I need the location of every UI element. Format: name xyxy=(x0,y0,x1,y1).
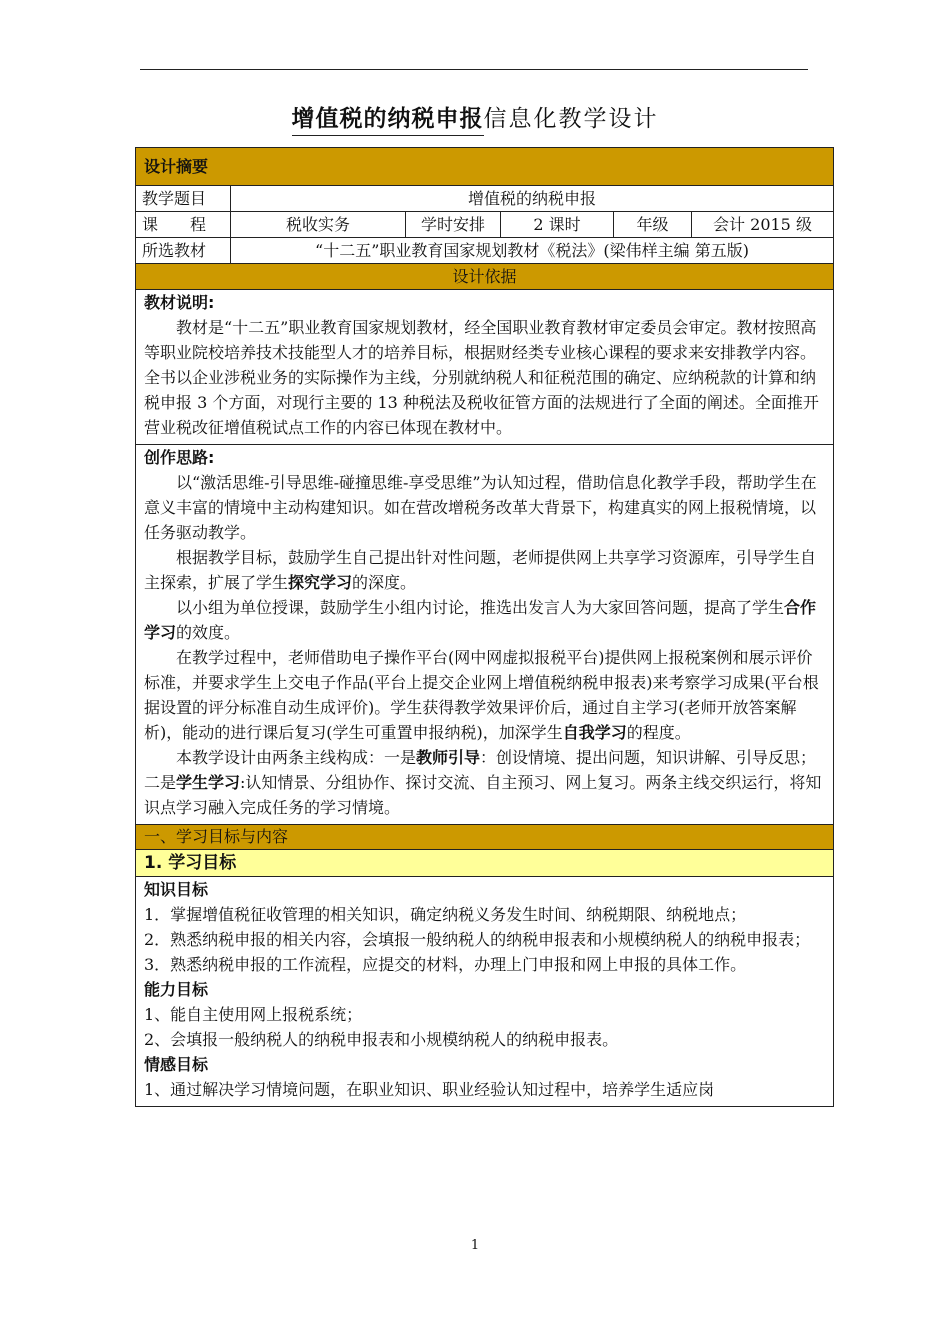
title-bold: 增值税的纳税申报 xyxy=(292,106,484,136)
basis-header: 设计依据 xyxy=(136,264,833,290)
topic-label: 教学题目 xyxy=(136,186,231,211)
grade-label: 年级 xyxy=(614,212,692,237)
page-title xyxy=(0,100,950,133)
page-number: 1 xyxy=(470,1238,480,1253)
grade-value: 会计 2015 级 xyxy=(713,215,812,234)
row-topic xyxy=(136,186,833,212)
ability-item: 1、能自主使用网上报税系统； xyxy=(144,1005,363,1024)
idea-p4-text: 在教学过程中，老师借助电子操作平台(网中网虚拟报税平台)提供网上报税案例和展示评价标准，并要求学生上交电子作品(平台上提交企业网上增值税纳税申报表)来考察学习成果(平台根据设置的评分标准自动生成评价)。学生获得教学效果评价后，通过自主学习(老师开放答案解析)，能动的进行课后复习(学生可重置申报纳税)，加深学生 xyxy=(144,648,819,742)
idea-p4-emph: 自我学习 xyxy=(562,723,627,742)
row-textbook xyxy=(136,238,833,264)
design-table xyxy=(135,147,834,1107)
idea-p5-mid: ：创设情境、提出问题，知识讲解、引导反思；二是 xyxy=(144,748,817,792)
idea-p5-emph2: 学生学习 xyxy=(176,773,241,792)
idea-p3-tail: 的效度。 xyxy=(176,623,241,642)
summary-header: 设计摘要 xyxy=(136,148,833,186)
textbook-label: 所选教材 xyxy=(136,238,231,263)
idea-heading: 创作思路: xyxy=(144,448,215,467)
idea-p4 xyxy=(144,645,825,745)
idea-p4-tail: 的程度。 xyxy=(626,723,691,742)
idea-p2-tail: 的深度。 xyxy=(352,573,417,592)
hours-value: 2 课时 xyxy=(501,212,614,237)
section-goals-content: 一、学习目标与内容 xyxy=(136,825,833,850)
emotion-heading: 情感目标 xyxy=(144,1055,209,1074)
textbook-value: “十二五”职业教育国家规划教材《税法》(梁伟样主编 第五版) xyxy=(315,241,749,260)
knowledge-item: 2．熟悉纳税申报的相关内容，会填报一般纳税人的纳税申报表和小规模纳税人的纳税申报表； xyxy=(144,930,811,949)
idea-p5-emph1: 教师引导 xyxy=(416,748,481,767)
header-rule xyxy=(140,69,808,70)
goals-header: 1. 学习目标 xyxy=(136,850,833,877)
idea-p1: 以“激活思维-引导思维-碰撞思维-享受思维”为认知过程，借助信息化教学手段，帮助学生在意义丰富的情境中主动构建知识。如在营改增税务改革大背景下，构建真实的网上报税情境，以任务驱动教学。 xyxy=(144,473,817,542)
idea-p5-text: 本教学设计由两条主线构成：一是 xyxy=(176,748,417,767)
course-label: 课 程 xyxy=(136,212,231,237)
idea-p5-tail: :认知情景、分组协作、探讨交流、自主预习、网上复习。两条主线交织运行，将知识点学习融入完成任务的学习情境。 xyxy=(144,773,822,817)
knowledge-item: 3．熟悉纳税申报的工作流程，应提交的材料，办理上门申报和网上申报的具体工作。 xyxy=(144,955,747,974)
textbook-note-heading: 教材说明: xyxy=(144,293,215,312)
design-idea xyxy=(136,445,833,825)
textbook-note xyxy=(136,290,833,445)
title-rest: 信息化教学设计 xyxy=(483,106,659,132)
idea-p5 xyxy=(144,745,825,820)
idea-p2 xyxy=(144,545,825,595)
idea-p2-text: 根据教学目标，鼓励学生自己提出针对性问题，老师提供网上共享学习资源库，引导学生自主探索，扩展了学生 xyxy=(144,548,817,592)
idea-p3 xyxy=(144,595,825,645)
textbook-note-text: 教材是“十二五”职业教育国家规划教材，经全国职业教育教材审定委员会审定。教材按照高等职业院校培养技术技能型人才的培养目标，根据财经类专业核心课程的要求来安排教学内容。全书以企业涉税业务的实际操作为主线，分别就纳税人和征税范围的确定、应纳税款的计算和纳税申报 3 个方面，对现行主要的 13 种税法及税收征管方面的法规进行了全面的阐述。全面推开营业税改征增值税试点工作的内容已体现在教材中。 xyxy=(144,318,819,437)
topic-value: 增值税的纳税申报 xyxy=(467,189,596,208)
course-value: 税收实务 xyxy=(231,212,406,237)
knowledge-item: 1．掌握增值税征收管理的相关知识，确定纳税义务发生时间、纳税期限、纳税地点； xyxy=(144,905,747,924)
knowledge-heading: 知识目标 xyxy=(144,880,209,899)
idea-p2-emph: 探究学习 xyxy=(288,573,353,592)
row-course xyxy=(136,212,833,238)
ability-heading: 能力目标 xyxy=(144,980,209,999)
hours-label: 学时安排 xyxy=(406,212,501,237)
idea-p3-emph: 合作学习 xyxy=(144,598,817,642)
emotion-item: 1、通过解决学习情境问题，在职业知识、职业经验认知过程中，培养学生适应岗 xyxy=(144,1080,715,1099)
idea-p3-text: 以小组为单位授课，鼓励学生小组内讨论，推选出发言人为大家回答问题，提高了学生 xyxy=(176,598,785,617)
ability-item: 2、会填报一般纳税人的纳税申报表和小规模纳税人的纳税申报表。 xyxy=(144,1030,619,1049)
goals-body xyxy=(136,877,833,1106)
